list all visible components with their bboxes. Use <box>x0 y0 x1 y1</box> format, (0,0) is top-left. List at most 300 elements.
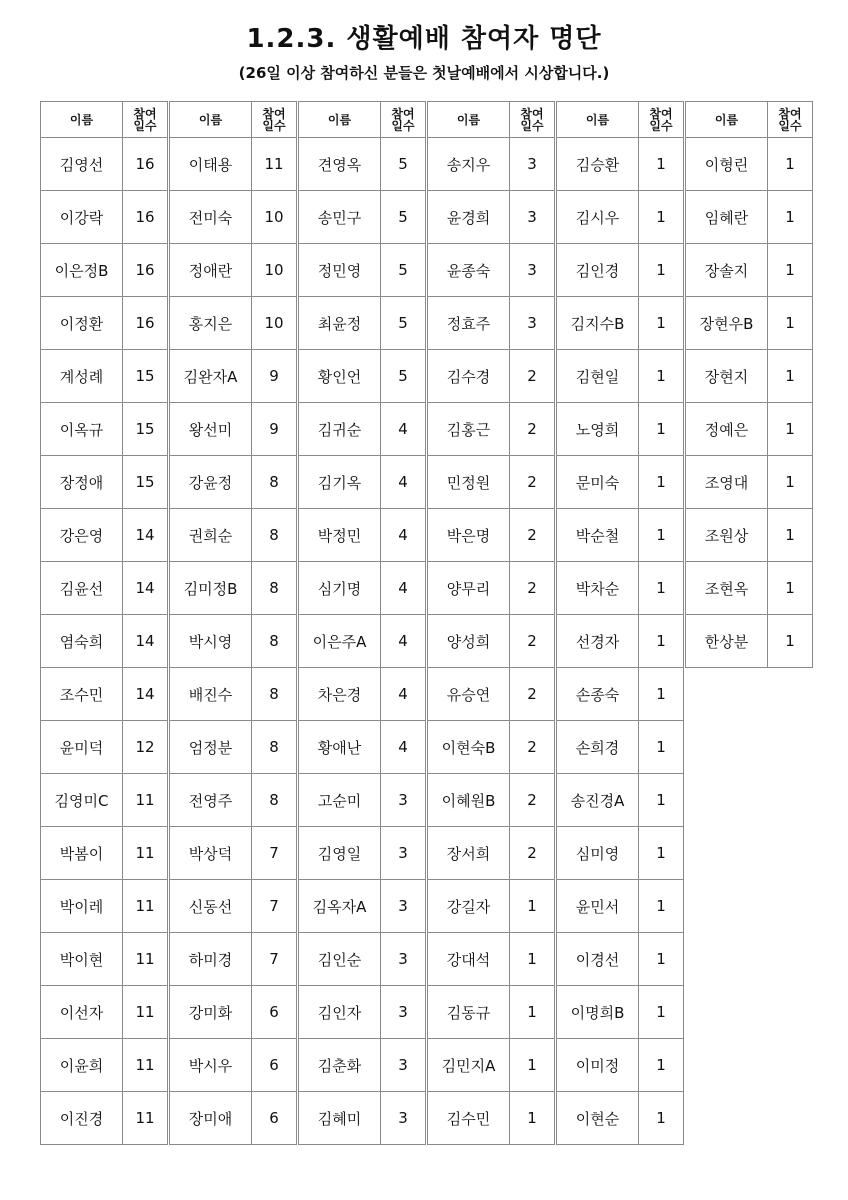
participant-name: 김영선 <box>41 138 123 191</box>
table-row <box>170 350 297 403</box>
header-days-line1: 참여 <box>649 106 673 121</box>
table-row <box>557 244 684 297</box>
participant-name: 유승연 <box>428 668 510 721</box>
participant-name: 김인경 <box>557 244 639 297</box>
table-row <box>686 456 813 509</box>
participation-days: 1 <box>639 244 684 297</box>
participant-name: 조수민 <box>41 668 123 721</box>
header-days <box>639 102 684 138</box>
participant-name: 하미경 <box>170 933 252 986</box>
table-row <box>299 403 426 456</box>
participation-days: 3 <box>381 1092 426 1145</box>
participation-days: 16 <box>123 244 168 297</box>
participation-days: 1 <box>510 1092 555 1145</box>
participant-name: 장현우B <box>686 297 768 350</box>
participation-days: 3 <box>381 880 426 933</box>
table-row <box>299 1039 426 1092</box>
roster-table <box>427 101 555 1145</box>
participant-name: 이옥규 <box>41 403 123 456</box>
table-row <box>299 774 426 827</box>
participation-days: 1 <box>639 403 684 456</box>
table-row <box>428 138 555 191</box>
table-row <box>41 562 168 615</box>
table-row <box>428 615 555 668</box>
participation-days: 9 <box>252 403 297 456</box>
participant-name: 정민영 <box>299 244 381 297</box>
table-row <box>428 244 555 297</box>
roster-table <box>40 101 168 1145</box>
table-row <box>170 933 297 986</box>
table-row <box>686 191 813 244</box>
page-title: 1.2.3. 생활예배 참여자 명단 <box>246 24 602 54</box>
participant-name: 정효주 <box>428 297 510 350</box>
header-days-line1: 참여 <box>391 106 415 121</box>
participant-name: 장정애 <box>41 456 123 509</box>
participation-days: 1 <box>768 509 813 562</box>
participation-days: 3 <box>381 774 426 827</box>
table-row <box>41 933 168 986</box>
header-days-line1: 참여 <box>520 106 544 121</box>
participant-name: 김인순 <box>299 933 381 986</box>
table-row <box>686 509 813 562</box>
participant-name: 박상덕 <box>170 827 252 880</box>
participation-days: 8 <box>252 456 297 509</box>
table-row <box>686 138 813 191</box>
table-row <box>299 297 426 350</box>
participation-days: 11 <box>123 1092 168 1145</box>
header-name: 이름 <box>299 102 381 138</box>
table-row <box>299 191 426 244</box>
participation-days: 10 <box>252 191 297 244</box>
participant-name: 박차순 <box>557 562 639 615</box>
table-row <box>428 721 555 774</box>
participant-name: 김동규 <box>428 986 510 1039</box>
roster-table <box>685 101 813 668</box>
table-row <box>428 668 555 721</box>
participation-days: 8 <box>252 562 297 615</box>
participant-name: 박봄이 <box>41 827 123 880</box>
participant-name: 장현지 <box>686 350 768 403</box>
participant-name: 김춘화 <box>299 1039 381 1092</box>
participation-days: 14 <box>123 562 168 615</box>
table-row <box>299 350 426 403</box>
participation-days: 2 <box>510 403 555 456</box>
table-row <box>41 509 168 562</box>
participation-days: 11 <box>123 827 168 880</box>
participation-days: 15 <box>123 456 168 509</box>
participant-name: 문미숙 <box>557 456 639 509</box>
participant-name: 송민구 <box>299 191 381 244</box>
table-row <box>299 880 426 933</box>
table-row <box>557 615 684 668</box>
roster-table <box>556 101 684 1145</box>
participant-name: 황애난 <box>299 721 381 774</box>
participation-days: 5 <box>381 297 426 350</box>
table-row <box>299 827 426 880</box>
table-row <box>41 403 168 456</box>
participant-name: 장솔지 <box>686 244 768 297</box>
participant-name: 계성례 <box>41 350 123 403</box>
table-row <box>428 509 555 562</box>
participation-days: 1 <box>639 350 684 403</box>
participation-days: 2 <box>510 721 555 774</box>
header-days <box>510 102 555 138</box>
table-row <box>41 191 168 244</box>
participant-name: 김귀순 <box>299 403 381 456</box>
table-row <box>557 774 684 827</box>
participant-name: 박시영 <box>170 615 252 668</box>
table-row <box>428 933 555 986</box>
table-row <box>686 615 813 668</box>
participation-days: 8 <box>252 509 297 562</box>
table-row <box>41 774 168 827</box>
participation-days: 1 <box>768 562 813 615</box>
table-row <box>557 827 684 880</box>
participation-days: 5 <box>381 350 426 403</box>
table-row <box>41 615 168 668</box>
table-row <box>428 562 555 615</box>
participant-name: 이윤희 <box>41 1039 123 1092</box>
participation-days: 10 <box>252 297 297 350</box>
table-row <box>686 350 813 403</box>
table-row <box>428 880 555 933</box>
table-row <box>41 986 168 1039</box>
table-row <box>299 138 426 191</box>
participation-days: 1 <box>639 933 684 986</box>
participation-days: 1 <box>768 297 813 350</box>
participant-name: 박시우 <box>170 1039 252 1092</box>
participant-name: 김승환 <box>557 138 639 191</box>
participation-days: 3 <box>381 986 426 1039</box>
participation-days: 1 <box>768 456 813 509</box>
roster-table <box>298 101 426 1145</box>
participation-days: 1 <box>768 191 813 244</box>
table-row <box>428 297 555 350</box>
participation-days: 9 <box>252 350 297 403</box>
participant-name: 김인자 <box>299 986 381 1039</box>
header-name: 이름 <box>428 102 510 138</box>
table-row <box>170 827 297 880</box>
participation-days: 4 <box>381 509 426 562</box>
table-row <box>299 933 426 986</box>
participation-days: 3 <box>381 933 426 986</box>
table-row <box>170 562 297 615</box>
participation-days: 1 <box>510 933 555 986</box>
participation-days: 1 <box>768 403 813 456</box>
participation-days: 1 <box>639 1039 684 1092</box>
participation-days: 1 <box>639 509 684 562</box>
participation-days: 4 <box>381 562 426 615</box>
table-row <box>557 721 684 774</box>
table-row <box>428 191 555 244</box>
participant-name: 윤종숙 <box>428 244 510 297</box>
participant-name: 김영일 <box>299 827 381 880</box>
participation-days: 2 <box>510 774 555 827</box>
participation-days: 14 <box>123 509 168 562</box>
participation-days: 3 <box>510 191 555 244</box>
participant-name: 김민지A <box>428 1039 510 1092</box>
participant-name: 강미화 <box>170 986 252 1039</box>
participant-name: 장미애 <box>170 1092 252 1145</box>
participant-name: 홍지은 <box>170 297 252 350</box>
participant-name: 김완자A <box>170 350 252 403</box>
participant-name: 염숙희 <box>41 615 123 668</box>
participant-name: 이선자 <box>41 986 123 1039</box>
table-row <box>299 668 426 721</box>
participation-days: 11 <box>123 1039 168 1092</box>
participant-name: 이은주A <box>299 615 381 668</box>
header-name: 이름 <box>170 102 252 138</box>
participation-days: 16 <box>123 297 168 350</box>
table-row <box>170 615 297 668</box>
table-row <box>557 1092 684 1145</box>
table-row <box>686 244 813 297</box>
participant-name: 임혜란 <box>686 191 768 244</box>
participation-days: 15 <box>123 350 168 403</box>
table-row <box>557 668 684 721</box>
roster-table <box>169 101 297 1145</box>
participation-days: 3 <box>510 297 555 350</box>
table-row <box>299 1092 426 1145</box>
table-row <box>557 350 684 403</box>
participant-name: 심기명 <box>299 562 381 615</box>
participant-name: 노영희 <box>557 403 639 456</box>
table-row <box>170 1092 297 1145</box>
participation-days: 4 <box>381 456 426 509</box>
participation-days: 8 <box>252 615 297 668</box>
participant-name: 윤민서 <box>557 880 639 933</box>
participant-name: 김수민 <box>428 1092 510 1145</box>
table-row <box>428 1092 555 1145</box>
participant-name: 양성희 <box>428 615 510 668</box>
participation-days: 1 <box>768 244 813 297</box>
header-name: 이름 <box>686 102 768 138</box>
participant-name: 이형린 <box>686 138 768 191</box>
header-days-line1: 참여 <box>133 106 157 121</box>
table-row <box>299 721 426 774</box>
participant-name: 조현옥 <box>686 562 768 615</box>
participation-days: 5 <box>381 138 426 191</box>
participation-days: 1 <box>639 774 684 827</box>
participant-name: 견영옥 <box>299 138 381 191</box>
table-row <box>170 668 297 721</box>
table-row <box>170 297 297 350</box>
table-row <box>557 456 684 509</box>
participant-name: 이미정 <box>557 1039 639 1092</box>
table-row <box>557 933 684 986</box>
participation-days: 3 <box>381 827 426 880</box>
participation-days: 1 <box>639 297 684 350</box>
participation-days: 2 <box>510 827 555 880</box>
table-row <box>557 297 684 350</box>
participation-days: 2 <box>510 615 555 668</box>
table-header-row <box>686 102 813 138</box>
table-row <box>170 244 297 297</box>
table-row <box>557 509 684 562</box>
participant-name: 한상분 <box>686 615 768 668</box>
table-row <box>557 880 684 933</box>
participant-name: 전미숙 <box>170 191 252 244</box>
participant-name: 장서희 <box>428 827 510 880</box>
table-row <box>686 562 813 615</box>
table-row <box>170 774 297 827</box>
participation-days: 12 <box>123 721 168 774</box>
participant-name: 이정환 <box>41 297 123 350</box>
table-row <box>428 774 555 827</box>
header-days-line2: 일수 <box>133 118 157 133</box>
participant-name: 박은명 <box>428 509 510 562</box>
table-row <box>41 880 168 933</box>
participation-days: 5 <box>381 191 426 244</box>
participation-days: 3 <box>510 244 555 297</box>
table-row <box>557 1039 684 1092</box>
table-row <box>41 244 168 297</box>
participation-days: 4 <box>381 668 426 721</box>
table-row <box>299 986 426 1039</box>
participant-name: 김미정B <box>170 562 252 615</box>
participant-name: 김홍근 <box>428 403 510 456</box>
participant-name: 왕선미 <box>170 403 252 456</box>
participation-days: 1 <box>768 350 813 403</box>
participant-name: 박이레 <box>41 880 123 933</box>
table-row <box>299 509 426 562</box>
participation-days: 1 <box>639 191 684 244</box>
header-days-line2: 일수 <box>262 118 286 133</box>
participation-days: 6 <box>252 1092 297 1145</box>
table-header-row <box>557 102 684 138</box>
participation-days: 1 <box>639 138 684 191</box>
participant-name: 고순미 <box>299 774 381 827</box>
participation-days: 1 <box>639 827 684 880</box>
participant-name: 양무리 <box>428 562 510 615</box>
header-days-line2: 일수 <box>778 118 802 133</box>
participant-name: 권희순 <box>170 509 252 562</box>
participation-days: 6 <box>252 986 297 1039</box>
table-row <box>170 986 297 1039</box>
participation-days: 14 <box>123 615 168 668</box>
header-days <box>252 102 297 138</box>
table-row <box>170 138 297 191</box>
table-row <box>41 350 168 403</box>
participant-name: 이혜원B <box>428 774 510 827</box>
table-row <box>41 668 168 721</box>
participation-days: 4 <box>381 403 426 456</box>
table-row <box>41 456 168 509</box>
participation-days: 6 <box>252 1039 297 1092</box>
participant-name: 김영미C <box>41 774 123 827</box>
participation-days: 7 <box>252 933 297 986</box>
participant-name: 이은정B <box>41 244 123 297</box>
participant-name: 조원상 <box>686 509 768 562</box>
participation-days: 1 <box>639 615 684 668</box>
table-row <box>41 827 168 880</box>
table-row <box>170 721 297 774</box>
table-row <box>299 562 426 615</box>
participant-name: 황인언 <box>299 350 381 403</box>
table-row <box>428 827 555 880</box>
header-days <box>123 102 168 138</box>
participant-name: 이태용 <box>170 138 252 191</box>
participant-name: 박정민 <box>299 509 381 562</box>
participant-name: 김현일 <box>557 350 639 403</box>
participant-name: 전영주 <box>170 774 252 827</box>
participant-name: 박순철 <box>557 509 639 562</box>
participant-name: 김기옥 <box>299 456 381 509</box>
participation-days: 1 <box>768 615 813 668</box>
participation-days: 1 <box>639 668 684 721</box>
table-row <box>428 403 555 456</box>
header-days-line1: 참여 <box>262 106 286 121</box>
table-row <box>428 1039 555 1092</box>
participant-name: 손희경 <box>557 721 639 774</box>
participation-days: 3 <box>381 1039 426 1092</box>
participation-days: 1 <box>510 1039 555 1092</box>
table-row <box>557 986 684 1039</box>
participant-name: 심미영 <box>557 827 639 880</box>
participation-days: 2 <box>510 350 555 403</box>
participation-days: 7 <box>252 827 297 880</box>
header-days <box>768 102 813 138</box>
participation-days: 11 <box>123 933 168 986</box>
participant-name: 이경선 <box>557 933 639 986</box>
participation-days: 1 <box>639 986 684 1039</box>
header-days-line2: 일수 <box>520 118 544 133</box>
header-name: 이름 <box>41 102 123 138</box>
participation-days: 8 <box>252 668 297 721</box>
header-name: 이름 <box>557 102 639 138</box>
participation-days: 3 <box>510 138 555 191</box>
participant-name: 이강락 <box>41 191 123 244</box>
table-row <box>557 403 684 456</box>
participation-days: 8 <box>252 774 297 827</box>
table-header-row <box>428 102 555 138</box>
participation-days: 1 <box>510 986 555 1039</box>
participation-days: 11 <box>252 138 297 191</box>
table-header-row <box>299 102 426 138</box>
participant-name: 김혜미 <box>299 1092 381 1145</box>
table-row <box>428 456 555 509</box>
table-row <box>170 456 297 509</box>
participant-name: 윤경희 <box>428 191 510 244</box>
participant-name: 최윤정 <box>299 297 381 350</box>
participation-days: 2 <box>510 456 555 509</box>
participant-name: 김지수B <box>557 297 639 350</box>
participant-name: 박이현 <box>41 933 123 986</box>
table-row <box>557 138 684 191</box>
participant-name: 강은영 <box>41 509 123 562</box>
table-row <box>686 403 813 456</box>
participant-name: 손종숙 <box>557 668 639 721</box>
table-row <box>41 1039 168 1092</box>
participant-name: 신동선 <box>170 880 252 933</box>
header-days-line2: 일수 <box>391 118 415 133</box>
header-days <box>381 102 426 138</box>
participation-days: 1 <box>639 456 684 509</box>
participant-name: 송진경A <box>557 774 639 827</box>
participant-name: 송지우 <box>428 138 510 191</box>
table-row <box>41 721 168 774</box>
table-row <box>299 615 426 668</box>
participation-days: 2 <box>510 562 555 615</box>
table-row <box>41 1092 168 1145</box>
table-row <box>557 191 684 244</box>
participant-name: 윤미덕 <box>41 721 123 774</box>
participant-name: 정예은 <box>686 403 768 456</box>
participation-days: 11 <box>123 986 168 1039</box>
participant-name: 김윤선 <box>41 562 123 615</box>
table-row <box>170 403 297 456</box>
table-header-row <box>41 102 168 138</box>
